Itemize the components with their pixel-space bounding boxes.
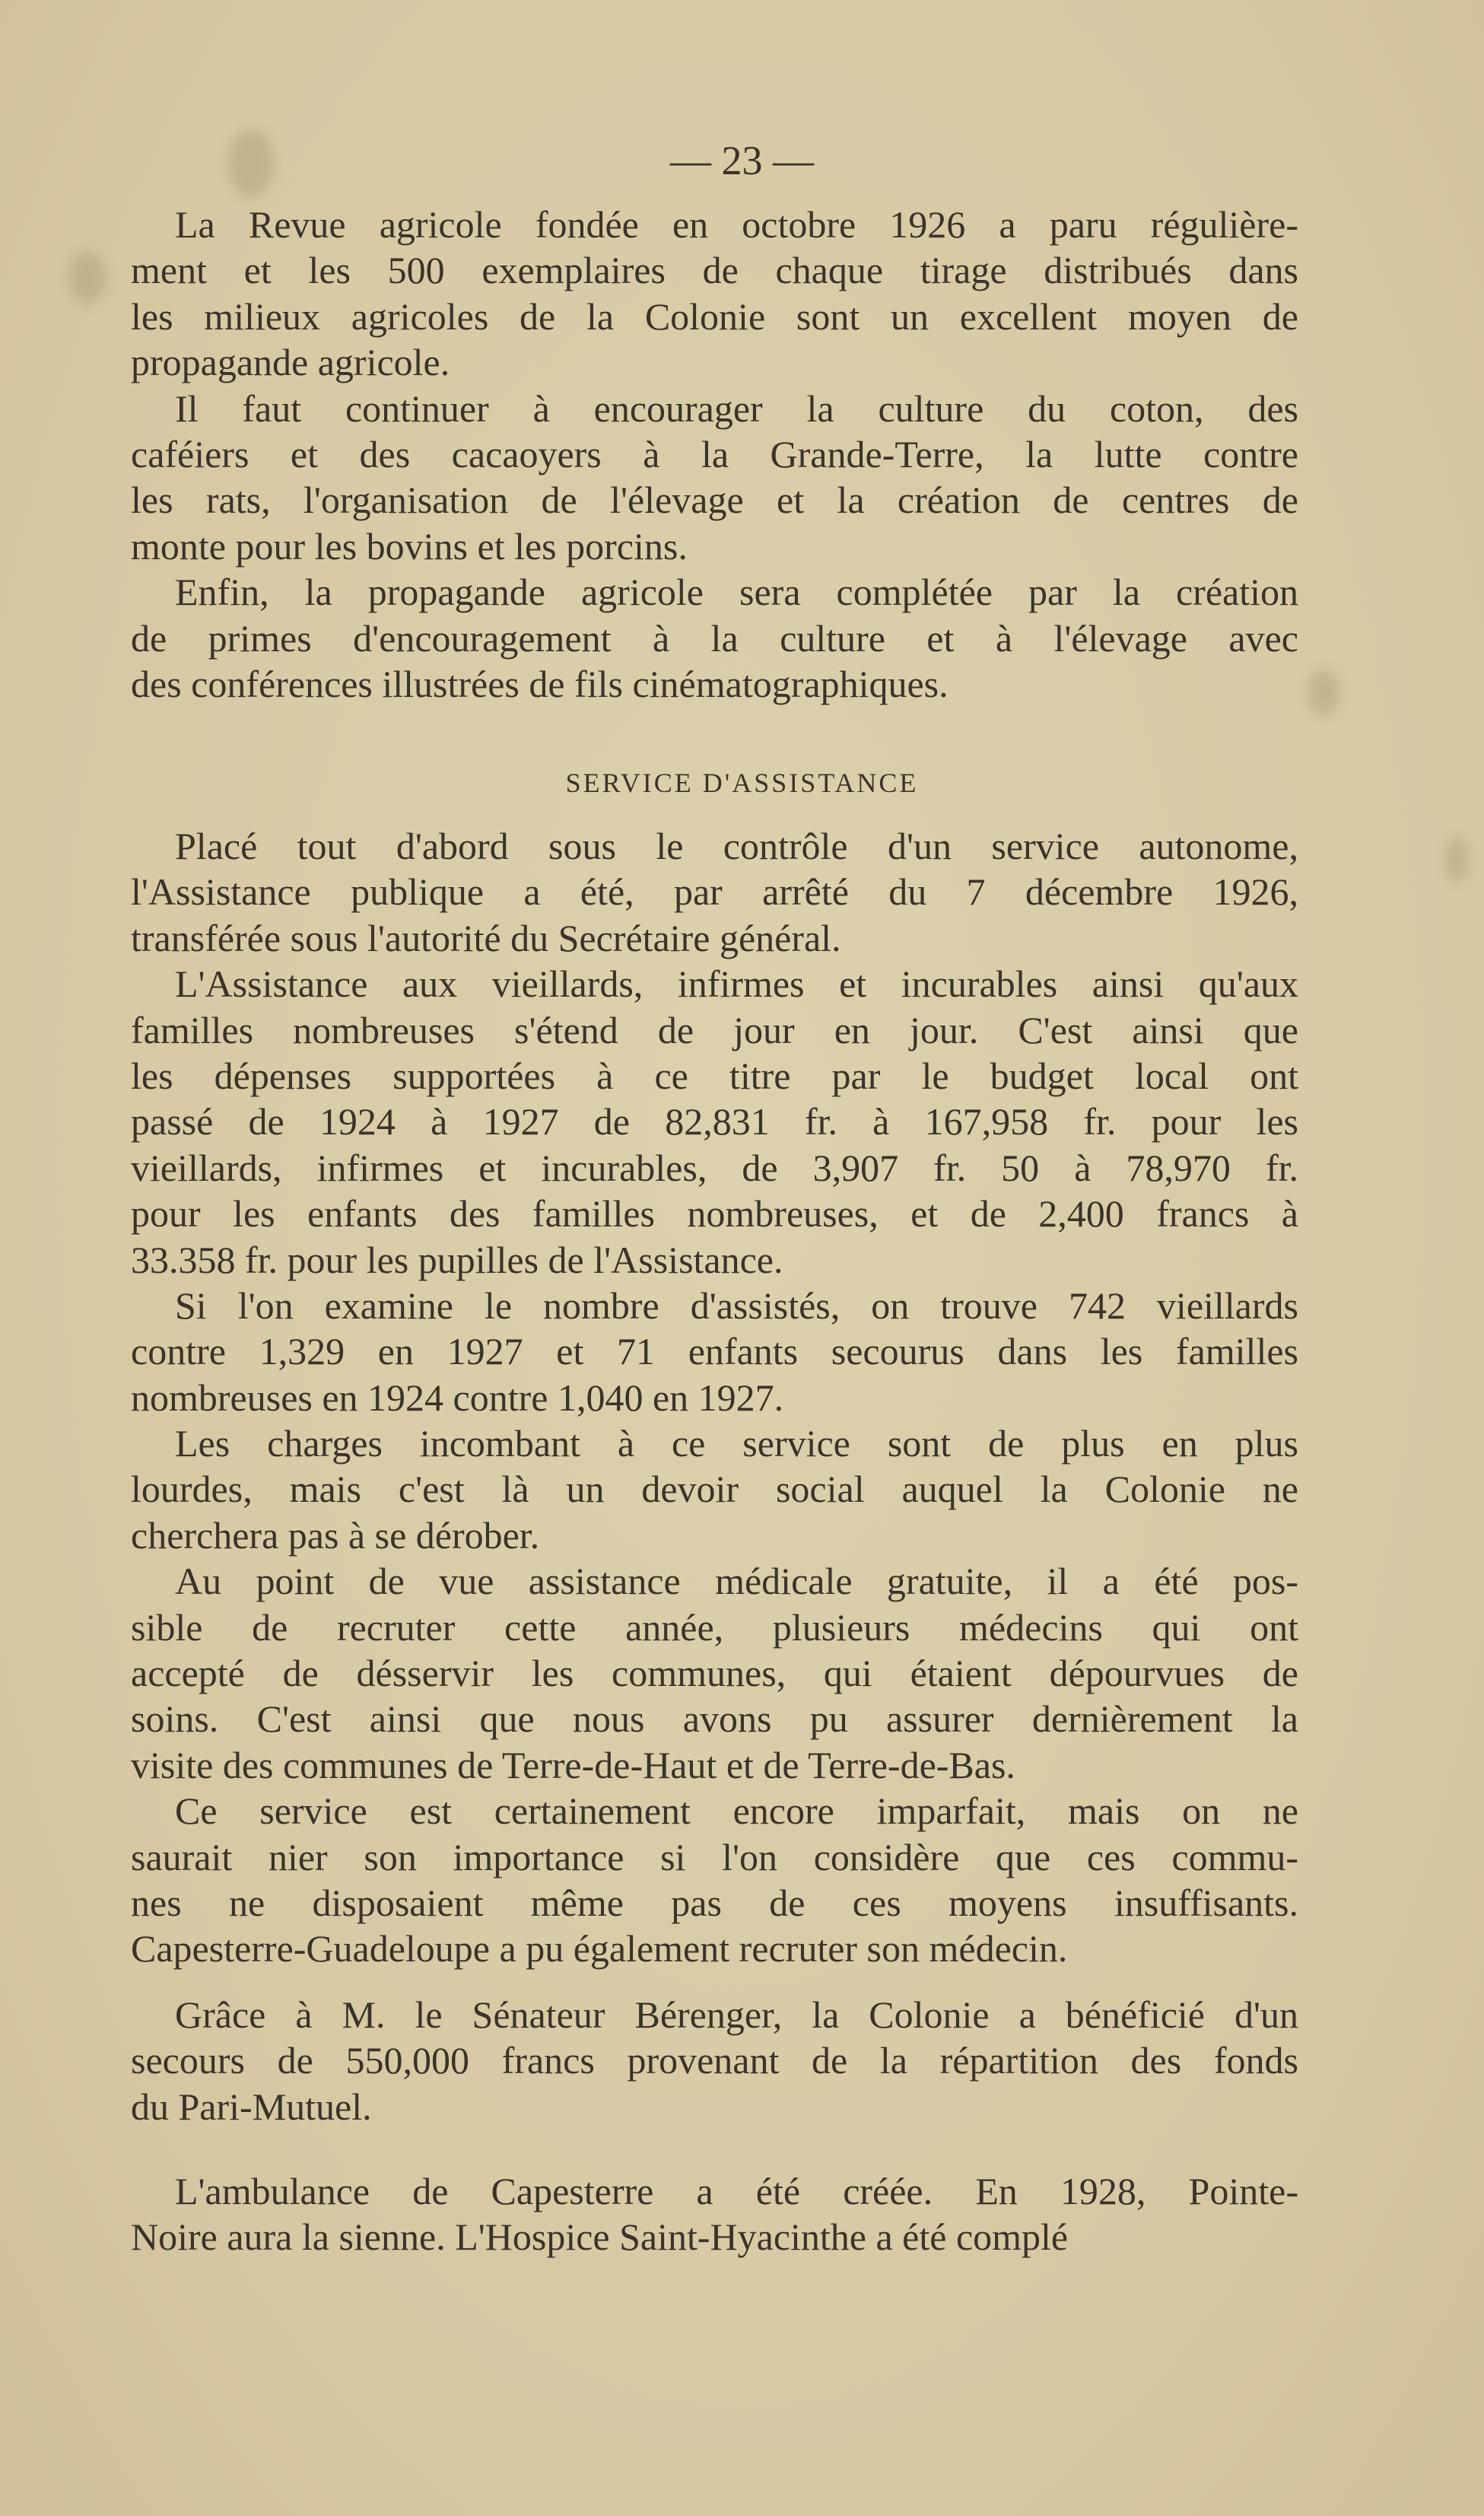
section-heading: SERVICE D'ASSISTANCE	[565, 768, 919, 798]
text-line: les milieux agricoles de la Colonie sont un excellent moyen de	[131, 294, 1298, 338]
paragraph	[131, 2168, 1298, 2260]
text-line: de primes d'encouragement à la culture et à l'élevage avec	[131, 616, 1298, 660]
paper-stain	[68, 251, 106, 304]
text-line: Capesterre-Guadeloupe a pu également recruter son médecin.	[131, 1927, 1068, 1970]
text-line: passé de 1924 à 1927 de 82,831 fr. à 167,958 fr. pour les	[131, 1100, 1298, 1143]
text-line: monte pour les bovins et les porcins.	[131, 524, 688, 568]
paragraph	[131, 1788, 1298, 1972]
paragraph	[131, 961, 1298, 1283]
text-line: nombreuses en 1924 contre 1,040 en 1927.	[131, 1376, 784, 1419]
text-line: l'Assistance publique a été, par arrêté du 7 décembre 1926,	[131, 870, 1298, 914]
paragraph	[131, 202, 1298, 386]
text-line: La Revue agricole fondée en octobre 1926 a paru régulière-	[175, 203, 1298, 246]
text-line: Enfin, la propagande agricole sera complétée par la création	[175, 571, 1298, 614]
text-line: cherchera pas à se dérober.	[131, 1513, 540, 1557]
paragraph	[131, 386, 1298, 570]
text-line: familles nombreuses s'étend de jour en jour. C'est ainsi que	[131, 1008, 1298, 1051]
paragraph	[131, 1420, 1298, 1558]
paragraph	[131, 1283, 1298, 1420]
text-line: 33.358 fr. pour les pupilles de l'Assistance.	[131, 1238, 783, 1281]
text-line: du Pari-Mutuel.	[131, 2085, 372, 2128]
agriculture-section	[131, 202, 1298, 707]
text-line: saurait nier son importance si l'on considère que ces commu-	[131, 1835, 1298, 1878]
paper-stain	[1445, 837, 1468, 883]
text-line: L'Assistance aux vieillards, infirmes et incurables ainsi qu'aux	[175, 962, 1298, 1006]
text-line: Si l'on examine le nombre d'assistés, on trouve 742 vieillards	[175, 1283, 1298, 1327]
text-line: Noire aura la sienne. L'Hospice Saint-Hyacinthe a été complé	[131, 2215, 1069, 2259]
text-line: les rats, l'organisation de l'élevage et la création de centres de	[131, 479, 1298, 522]
text-line: les dépenses supportées à ce titre par le budget local ont	[131, 1054, 1298, 1097]
text-line: Grâce à M. le Sénateur Bérenger, la Colonie a bénéficié d'un	[175, 1993, 1298, 2036]
text-line: accepté de désservir les communes, qui étaient dépourvues de	[131, 1652, 1298, 1695]
paragraph	[131, 1558, 1298, 1788]
text-line: Au point de vue assistance médicale gratuite, il a été pos-	[175, 1560, 1298, 1603]
page-number: — 23 —	[670, 138, 814, 183]
paragraph	[131, 1992, 1298, 2130]
ambulance-section	[131, 2168, 1298, 2260]
text-line: propagande agricole.	[131, 341, 450, 384]
text-line: des conférences illustrées de fils cinématographiques.	[131, 662, 949, 705]
paragraph	[131, 823, 1298, 961]
text-line: ment et les 500 exemplaires de chaque tirage distribués dans	[131, 249, 1298, 292]
text-line: Ce service est certainement encore imparfait, mais on ne	[175, 1789, 1298, 1833]
paragraph	[131, 569, 1298, 707]
text-line: nes ne disposaient même pas de ces moyens insuffisants.	[131, 1881, 1298, 1924]
text-line: pour les enfants des familles nombreuses, et de 2,400 francs à	[131, 1192, 1298, 1236]
text-line: lourdes, mais c'est là un devoir social auquel la Colonie ne	[131, 1468, 1298, 1511]
text-line: vieillards, infirmes et incurables, de 3,907 fr. 50 à 78,970 fr.	[131, 1146, 1298, 1189]
paper-stain	[1308, 670, 1339, 715]
text-line: Il faut continuer à encourager la culture du coton, des	[175, 386, 1298, 430]
text-line: contre 1,329 en 1927 et 71 enfants secourus dans les familles	[131, 1330, 1298, 1373]
text-line: sible de recruter cette année, plusieurs médecins qui ont	[131, 1605, 1298, 1649]
text-line: Placé tout d'abord sous le contrôle d'un service autonome,	[175, 825, 1298, 867]
text-line: transférée sous l'autorité du Secrétaire général.	[131, 916, 841, 959]
text-line: Les charges incombant à ce service sont de plus en plus	[175, 1422, 1298, 1465]
text-line: L'ambulance de Capesterre a été créée. En 1928, Pointe-	[175, 2170, 1298, 2212]
text-line: soins. C'est ainsi que nous avons pu assurer dernièrement la	[131, 1697, 1298, 1741]
text-line: visite des communes de Terre-de-Haut et de Terre-de-Bas.	[131, 1743, 1015, 1786]
text-line: secours de 550,000 francs provenant de la répartition des fonds	[131, 2039, 1298, 2082]
assistance-section	[131, 823, 1298, 1972]
pari-mutuel-section	[131, 1992, 1298, 2130]
text-line: caféiers et des cacaoyers à la Grande-Terre, la lutte contre	[131, 432, 1298, 476]
